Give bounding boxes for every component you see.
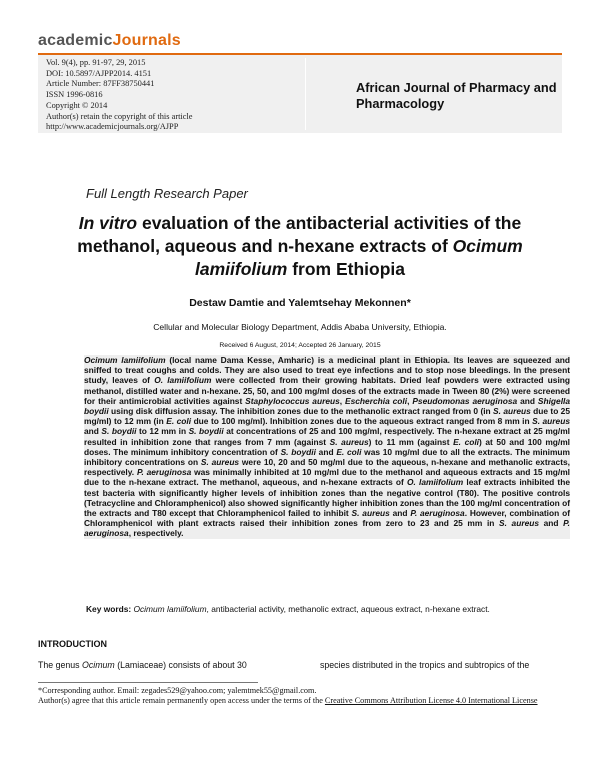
license-note: Author(s) agree that this article remain permanently open access under the terms of the Creative Commons Attribution License 4.0 International License (38, 696, 538, 706)
body-text-right-column: species distributed in the tropics and subtropics of the (320, 660, 530, 670)
paper-title: In vitro evaluation of the antibacterial activities of the methanol, aqueous and n-hexane extracts of Ocimum lamiifolium from Ethiopia (77, 213, 523, 279)
article-metadata (46, 58, 193, 133)
header-accent-rule (38, 53, 562, 55)
keywords: Key words: Ocimum lamiifolium, antibacterial activity, methanolic extract, aqueous extract, n-hexane extract. (86, 604, 490, 614)
journal-name: African Journal of Pharmacy and Pharmacology (356, 80, 557, 111)
affiliation: Cellular and Molecular Biology Department, Addis Ababa University, Ethiopia. (153, 322, 447, 332)
publisher-logo: academicJournals (38, 32, 181, 49)
paper-type: Full Length Research Paper (86, 186, 248, 201)
meta-url[interactable]: http://www.academicjournals.org/AJPP (46, 122, 179, 132)
license-link[interactable]: Creative Commons Attribution License 4.0 International License (324, 696, 538, 706)
meta-rights: Author(s) retain the copyright of this article (46, 111, 193, 121)
received-accepted-dates: Received 6 August, 2014; Accepted 26 January, 2015 (219, 342, 381, 349)
meta-issn: ISSN 1996-0816 (46, 90, 103, 100)
body-text-left-column: The genus Ocimum (Lamiaceae) consists of about 30 (38, 660, 247, 670)
footnote-rule (38, 682, 258, 683)
meta-article-number: Article Number: 87FF38750441 (46, 79, 155, 89)
section-heading-introduction: INTRODUCTION (38, 639, 107, 649)
meta-copyright: Copyright © 2014 (46, 100, 108, 110)
meta-doi: DOI: 10.5897/AJPP2014. 4151 (46, 68, 152, 78)
footnote (38, 686, 562, 707)
header-divider (305, 58, 306, 130)
authors: Destaw Damtie and Yalemtsehay Mekonnen* (189, 297, 411, 309)
meta-volume: Vol. 9(4), pp. 91-97, 29, 2015 (46, 58, 146, 67)
corresponding-author: *Corresponding author. Email: zegades529@yahoo.com; yalemtmek55@gmail.com. (38, 686, 317, 695)
abstract: Ocimum lamiifolium (local name Dama Kesse, Amharic) is a medicinal plant in Ethiopia. Its leaves are squeezed and sniffed to treat coughs and colds. They are also used to treat eye infections and to stop nose bleedings. In the present study, leaves of O. lamiifolium were collected from their growing habitats. Dried leaf powders were extracted using methanol, distilled water and n-hexane. 25, 50, and 100 mg/ml doses of the extracts made in Tween 80 (2%) were screened for their antimicrobial activities against Staphylococcus aureus, Escherchia coli, Pseudomonas aeruginosa and Shigella boydii using disk diffusion assay. The inhibition zones due to the methanolic extract ranged from 0 (in S. aureus due to 25 mg/ml) to 12 mm (in E. coli due to 100 mg/ml). Inhibition zones due to the aqueous extract ranged from 8 mm in S. aureus and S. boydii to 12 mm in S. boydii at concentrations of 25 and 100 mg/ml, respectively. The n-hexane extract at 25 mg/ml resulted in inhibition zone that ranges from 7 mm (against S. aureus) to 11 mm (against E. coli) at 50 and 100 mg/ml doses. The minimum inhibitory concentration of S. boydii and E. coli was 10 mg/ml due to all the extracts. The minimum inhibitory concentrations on S. aureus were 10, 20 and 50 mg/ml due to the aqueous, n-hexane and methanolic extracts, respectively. P. aeruginosa was minimally inhibited at 10 mg/ml due to the methanol and aqueous extracts and 15 mg/ml due to the n-hexane extract. The methanol, aqueous, and n-hexane extracts of O. lamiifolium leaf extracts inhibited the test bacteria with significantly higher levels of inhibition zones than the negative control (T80). The positive controls (Tetracycline and Chloramphenicol) also showed significantly higher inhibition zones than the 100 mg/ml concentration of the extracts and T80 except that Chloramphenicol failed to inhibit S. aureus and P. aeruginosa. However, combination of Chloramphenicol with plant extracts raised their inhibition zones from zero to 23 and 25 mm in S. aureus and P. aeruginosa, respectively. (84, 355, 571, 539)
